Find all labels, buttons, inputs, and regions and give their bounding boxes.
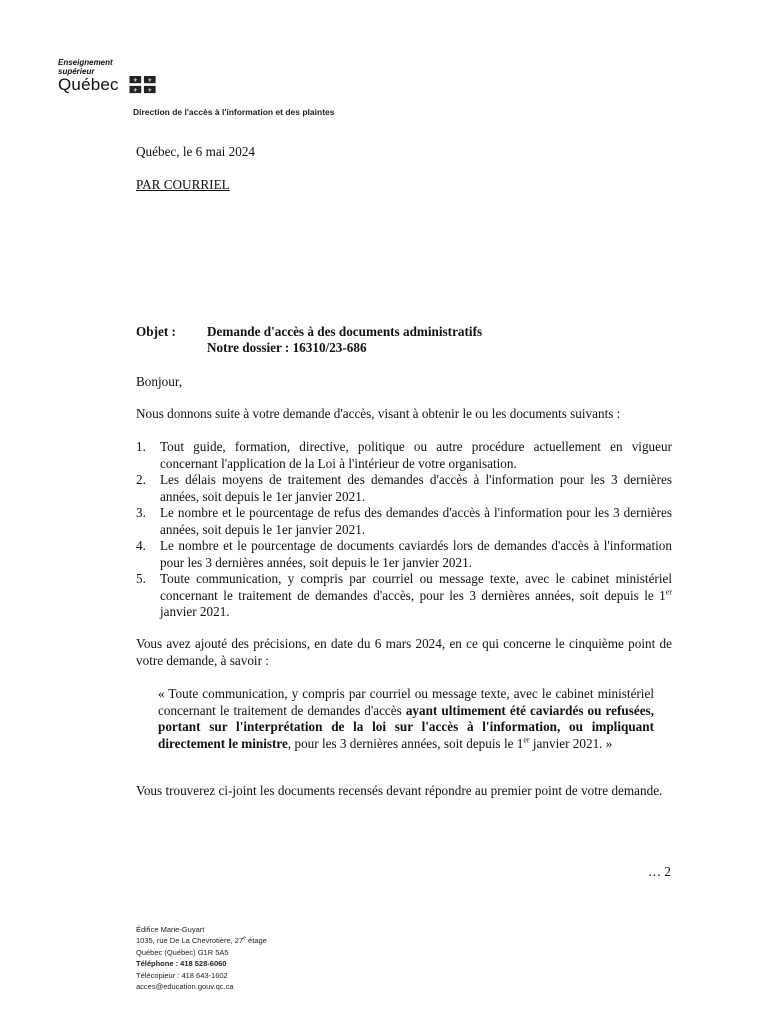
svg-text:⚜: ⚜ <box>132 87 138 94</box>
footer-email[interactable]: acces@education.gouv.qc.ca <box>136 982 234 992</box>
file-number: Notre dossier : 16310/23-686 <box>207 340 367 355</box>
request-list <box>136 439 672 621</box>
direction-heading: Direction de l'accès à l'information et des plaintes <box>133 107 335 117</box>
list-item: 2. Les délais moyens de traitement des demandes d'accès à l'information pour les 3 dernières années, soit depuis le 1er janvier 2021. <box>136 472 672 504</box>
list-item: 3. Le nombre et le pourcentage de refus des demandes d'accès à l'information pour les 3 dernières années, soit depuis le 1er janvier 2021. <box>136 505 672 537</box>
list-item: 1. Tout guide, formation, directive, politique ou autre procédure actuellement en vigueur concernant l'application de la Loi à l'intérieur de votre organisation. <box>136 439 672 471</box>
letter-date: Québec, le 6 mai 2024 <box>136 144 256 159</box>
list-item: 5. Toute communication, y compris par courriel ou message texte, avec le cabinet ministériel concernant le traitement de demandes d'accès, pour les 3 dernières années, soit depuis le 1er janvier 2021. <box>136 571 672 619</box>
list-item: 4. Le nombre et le pourcentage de documents caviardés lors de demandes d'accès à l'information pour les 3 dernières années, soit depuis le 1er janvier 2021. <box>136 538 672 570</box>
quote-emphasis: ayant ultimement été caviardés ou refusées, portant sur l'interprétation de la loi sur l'accès à l'information, ou impliquant directement le ministre <box>158 702 654 751</box>
footer-street: 1035, rue De La Chevrotière, 27e étage <box>136 935 267 946</box>
footer-phone: Téléphone : 418 528-6060 <box>136 959 227 969</box>
precisions-paragraph: Vous avez ajouté des précisions, en date du 6 mars 2024, en ce qui concerne le cinquième point de votre demande, à savoir : <box>136 636 672 668</box>
page-continuation: … 2 <box>647 864 671 879</box>
subject-title: Demande d'accès à des documents administratifs <box>207 324 483 339</box>
footer-building: Édifice Marie-Guyart <box>136 925 205 934</box>
subject-label: Objet : <box>136 324 176 339</box>
logo-ministry-line2: supérieur <box>58 67 95 76</box>
footer-city: Québec (Québec) G1R 5A5 <box>136 947 229 957</box>
closing-paragraph: Vous trouverez ci-joint les documents recensés devant répondre au premier point de votre demande. <box>136 783 663 798</box>
quoted-request: « Toute communication, y compris par courriel ou message texte, avec le cabinet ministériel concernant le traitement de demandes d'accès ayant ultimement été caviardés ou refusées, portant sur l'interprétation de la loi sur l'accès à l'information, ou impliquant directement le ministre, pour les 3 dernières années, soit depuis le 1er janvier 2021. » <box>158 686 654 751</box>
svg-text:⚜: ⚜ <box>147 87 153 94</box>
logo-quebec-text: Québec <box>58 75 119 94</box>
footer-address <box>136 924 267 992</box>
quebec-logo <box>58 58 168 100</box>
intro-paragraph: Nous donnons suite à votre demande d'accès, visant à obtenir le ou les documents suivants : <box>136 406 621 421</box>
svg-text:⚜: ⚜ <box>147 77 153 84</box>
logo-ministry-line1: Enseignement <box>58 58 113 67</box>
greeting: Bonjour, <box>136 374 182 389</box>
delivery-method: PAR COURRIEL <box>136 177 230 192</box>
svg-text:⚜: ⚜ <box>132 77 138 84</box>
footer-fax: Télécopieur : 418 643-1602 <box>136 970 228 980</box>
quebec-flag-icon <box>128 76 158 94</box>
